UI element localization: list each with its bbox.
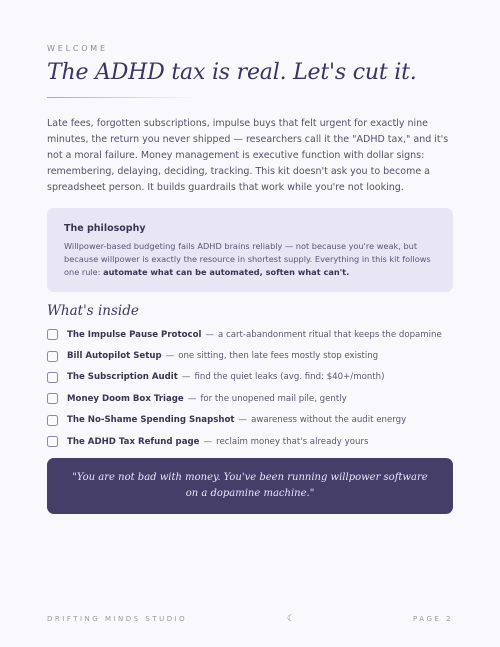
intro-paragraph: Late fees, forgotten subscriptions, impulse buys that felt urgent for exactly nine minutes, the return you never shipped — researchers call it the "ADHD tax," and it's not a moral failure. Money management is executive function with dollar signs: remembering, delaying, deciding, tracking. This kit doesn't ask you to become a spreadsheet person. It builds guardrails that work while you're not looking. bbox=[47, 118, 449, 193]
philosophy-body bbox=[64, 240, 435, 279]
eyebrow-label: WELCOME bbox=[47, 44, 108, 53]
page-title: The ADHD tax is real. Let's cut it. bbox=[47, 60, 417, 85]
item-separator: — bbox=[165, 351, 175, 362]
item-separator: — bbox=[203, 436, 213, 447]
item-name: The ADHD Tax Refund page bbox=[67, 436, 200, 447]
item-description: for the unopened mail pile, gently bbox=[200, 393, 347, 404]
item-separator: — bbox=[238, 415, 248, 426]
checklist-item[interactable] bbox=[47, 345, 467, 366]
title-divider bbox=[47, 97, 195, 98]
checkbox[interactable] bbox=[47, 415, 58, 426]
philosophy-title: The philosophy bbox=[64, 223, 146, 234]
checkbox[interactable] bbox=[47, 393, 58, 404]
item-description: find the quiet leaks (avg. find: $40+/month) bbox=[194, 372, 385, 383]
item-description: awareness without the audit energy bbox=[251, 415, 407, 426]
page-footer bbox=[47, 615, 453, 627]
item-separator: — bbox=[187, 393, 197, 404]
checklist-item[interactable] bbox=[47, 367, 467, 388]
item-description: a cart-abandonment ritual that keeps the dopamine bbox=[218, 329, 442, 340]
item-name: Money Doom Box Triage bbox=[67, 393, 184, 404]
philosophy-text: Willpower-based budgeting fails ADHD brains reliably — not because you're weak, but because willpower is exactly the resource in shortest supply. Everything in this kit follows one rule: bbox=[64, 241, 431, 277]
checklist-item[interactable] bbox=[47, 388, 467, 409]
contents-checklist bbox=[47, 324, 467, 452]
item-name: The Subscription Audit bbox=[67, 372, 178, 383]
checkbox[interactable] bbox=[47, 436, 58, 447]
checklist-item[interactable] bbox=[47, 410, 467, 431]
quote-text: "You are not bad with money. You've been running willpower software on a dopamine machine." bbox=[72, 471, 428, 499]
footer-brand: DRIFTING MINDS STUDIO bbox=[47, 615, 188, 623]
section-title: What's inside bbox=[47, 303, 139, 319]
page-number: PAGE 2 bbox=[413, 615, 453, 623]
item-description: reclaim money that's already yours bbox=[216, 436, 369, 447]
item-name: The No-Shame Spending Snapshot bbox=[67, 415, 235, 426]
item-name: The Impulse Pause Protocol bbox=[67, 329, 202, 340]
quote-banner bbox=[47, 458, 453, 514]
checkbox[interactable] bbox=[47, 329, 58, 340]
philosophy-callout bbox=[47, 208, 453, 292]
checklist-item[interactable] bbox=[47, 324, 467, 345]
moon-icon: ☾ bbox=[287, 614, 296, 624]
item-description: one sitting, then late fees mostly stop existing bbox=[178, 351, 379, 362]
philosophy-emphasis: automate what can be automated, soften what can't. bbox=[103, 267, 350, 277]
checklist-item[interactable] bbox=[47, 431, 467, 452]
item-name: Bill Autopilot Setup bbox=[67, 351, 162, 362]
item-separator: — bbox=[181, 372, 191, 383]
checkbox[interactable] bbox=[47, 351, 58, 362]
item-separator: — bbox=[205, 329, 215, 340]
checkbox[interactable] bbox=[47, 372, 58, 383]
